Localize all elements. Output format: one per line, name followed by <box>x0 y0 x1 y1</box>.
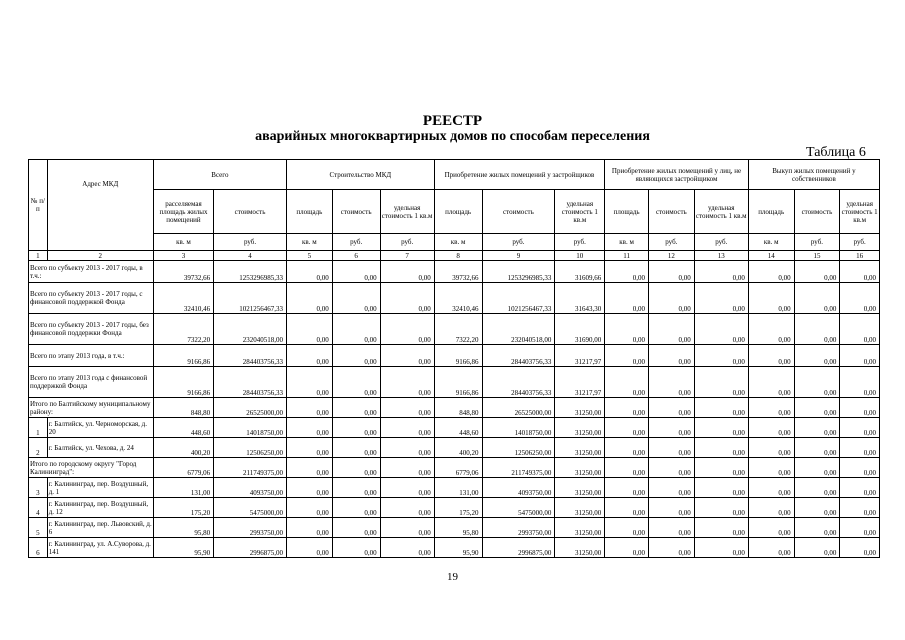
registry-table <box>28 159 880 558</box>
row-value: 0,00 <box>748 458 794 478</box>
row-value: 0,00 <box>605 418 649 438</box>
table-row <box>29 438 880 458</box>
row-number: 4 <box>29 498 48 518</box>
row-value: 0,00 <box>840 345 880 367</box>
row-value: 0,00 <box>380 398 434 418</box>
row-value: 0,00 <box>748 438 794 458</box>
row-value: 175,20 <box>434 498 482 518</box>
row-number: 5 <box>29 518 48 538</box>
row-value: 0,00 <box>794 345 840 367</box>
column-number: 10 <box>555 251 605 261</box>
row-value: 0,00 <box>380 538 434 558</box>
row-address: г. Калининград, пер. Львовский, д. 6 <box>48 519 152 536</box>
row-value: 2993750,00 <box>482 518 555 538</box>
header-address: Адрес МКД <box>47 160 153 251</box>
row-value: 284403756,33 <box>482 345 555 367</box>
row-value: 31217,97 <box>555 367 605 398</box>
header-num: № п/п <box>29 160 48 251</box>
row-value: 0,00 <box>694 261 748 283</box>
row-value: 0,00 <box>694 367 748 398</box>
row-value: 0,00 <box>794 478 840 498</box>
row-value: 0,00 <box>286 261 332 283</box>
row-value: 31643,30 <box>555 283 605 314</box>
column-number: 2 <box>47 251 153 261</box>
row-value: 9166,86 <box>434 345 482 367</box>
row-value: 848,80 <box>153 398 213 418</box>
row-value: 39732,66 <box>153 261 213 283</box>
row-value: 31217,97 <box>555 345 605 367</box>
row-value: 0,00 <box>380 314 434 345</box>
row-value: 0,00 <box>648 398 694 418</box>
row-number: 3 <box>29 478 48 498</box>
row-value: 0,00 <box>694 438 748 458</box>
row-value: 9166,86 <box>153 367 213 398</box>
row-value: 31250,00 <box>555 438 605 458</box>
row-value: 31609,66 <box>555 261 605 283</box>
row-address: Всего по субъекту 2013 - 2017 годы, в т.ч.: <box>29 261 154 283</box>
row-value: 31250,00 <box>555 538 605 558</box>
document-subtitle: аварийных многоквартирных домов по способам переселения <box>255 129 650 144</box>
row-value: 31250,00 <box>555 418 605 438</box>
row-value: 0,00 <box>748 314 794 345</box>
row-value: 848,80 <box>434 398 482 418</box>
row-address: Всего по этапу 2013 года с финансовой поддержкой Фонда <box>29 367 154 398</box>
column-number: 13 <box>694 251 748 261</box>
row-value: 2996875,00 <box>214 538 287 558</box>
row-value: 0,00 <box>648 438 694 458</box>
row-address: Всего по этапу 2013 года, в т.ч.: <box>29 345 154 367</box>
row-value: 1021256467,33 <box>482 283 555 314</box>
document-title: РЕЕСТР <box>422 113 483 129</box>
row-value: 211749375,00 <box>482 458 555 478</box>
row-value: 0,00 <box>840 538 880 558</box>
row-value: 0,00 <box>332 261 380 283</box>
row-value: 31250,00 <box>555 478 605 498</box>
row-value: 0,00 <box>286 498 332 518</box>
row-value: 0,00 <box>648 314 694 345</box>
row-value: 0,00 <box>380 478 434 498</box>
row-value: 0,00 <box>286 314 332 345</box>
row-value: 0,00 <box>648 498 694 518</box>
header-group-construction: Строительство МКД <box>286 160 434 190</box>
row-value: 0,00 <box>794 438 840 458</box>
row-value: 6779,06 <box>434 458 482 478</box>
row-value: 0,00 <box>332 283 380 314</box>
row-value: 0,00 <box>332 538 380 558</box>
column-number: 12 <box>648 251 694 261</box>
row-value: 0,00 <box>605 367 649 398</box>
row-value: 0,00 <box>748 345 794 367</box>
row-value: 175,20 <box>153 498 213 518</box>
row-value: 0,00 <box>648 458 694 478</box>
header-subcol: удельная стоимость 1 кв.м <box>694 190 748 234</box>
row-value: 95,90 <box>434 538 482 558</box>
row-value: 0,00 <box>694 458 748 478</box>
row-value: 0,00 <box>286 418 332 438</box>
row-value: 14018750,00 <box>214 418 287 438</box>
table-row <box>29 418 880 438</box>
row-value: 0,00 <box>794 314 840 345</box>
row-value: 0,00 <box>794 398 840 418</box>
row-value: 0,00 <box>332 498 380 518</box>
row-value: 0,00 <box>605 498 649 518</box>
column-number: 16 <box>840 251 880 261</box>
row-value: 0,00 <box>840 498 880 518</box>
column-number: 8 <box>434 251 482 261</box>
row-value: 0,00 <box>332 478 380 498</box>
row-value: 0,00 <box>332 458 380 478</box>
row-value: 284403756,33 <box>214 367 287 398</box>
row-value: 0,00 <box>286 438 332 458</box>
row-value: 95,80 <box>434 518 482 538</box>
row-value: 2996875,00 <box>482 538 555 558</box>
header-subcol: стоимость <box>482 190 555 234</box>
row-value: 5475000,00 <box>482 498 555 518</box>
row-value: 0,00 <box>286 478 332 498</box>
row-value: 0,00 <box>380 458 434 478</box>
row-value: 31250,00 <box>555 518 605 538</box>
header-group-developers: Приобретение жилых помещений у застройщиков <box>434 160 605 190</box>
row-value: 9166,86 <box>434 367 482 398</box>
row-value: 448,60 <box>434 418 482 438</box>
row-value: 0,00 <box>380 345 434 367</box>
row-value: 31250,00 <box>555 398 605 418</box>
row-value: 0,00 <box>694 418 748 438</box>
row-value: 26525000,00 <box>482 398 555 418</box>
row-address: Итого по Балтийскому муниципальному району: <box>29 398 154 418</box>
row-value: 0,00 <box>840 418 880 438</box>
row-value: 0,00 <box>605 458 649 478</box>
table-row <box>29 261 880 283</box>
header-unit: руб. <box>332 234 380 251</box>
row-value: 0,00 <box>648 418 694 438</box>
row-value: 0,00 <box>380 438 434 458</box>
row-value: 0,00 <box>794 498 840 518</box>
row-value: 0,00 <box>748 418 794 438</box>
row-value: 0,00 <box>332 438 380 458</box>
row-value: 5475000,00 <box>214 498 287 518</box>
header-subcol: удельная стоимость 1 кв.м <box>380 190 434 234</box>
row-value: 400,20 <box>434 438 482 458</box>
row-value: 0,00 <box>380 283 434 314</box>
row-value: 131,00 <box>434 478 482 498</box>
row-value: 0,00 <box>605 478 649 498</box>
row-address: Всего по субъекту 2013 - 2017 годы, без финансовой поддержки Фонда <box>29 314 154 345</box>
row-value: 0,00 <box>605 398 649 418</box>
table-row <box>29 283 880 314</box>
header-subcol: стоимость <box>332 190 380 234</box>
row-value: 0,00 <box>748 538 794 558</box>
row-value: 0,00 <box>648 518 694 538</box>
row-value: 0,00 <box>794 418 840 438</box>
row-value: 0,00 <box>605 345 649 367</box>
header-subcol: площадь <box>748 190 794 234</box>
row-value: 31250,00 <box>555 458 605 478</box>
row-value: 0,00 <box>794 283 840 314</box>
header-unit: руб. <box>380 234 434 251</box>
row-value: 0,00 <box>380 367 434 398</box>
header-subcol: стоимость <box>794 190 840 234</box>
row-value: 211749375,00 <box>214 458 287 478</box>
row-value: 0,00 <box>840 458 880 478</box>
row-value: 14018750,00 <box>482 418 555 438</box>
row-value: 0,00 <box>332 345 380 367</box>
row-value: 0,00 <box>694 498 748 518</box>
header-unit: кв. м <box>286 234 332 251</box>
row-value: 95,80 <box>153 518 213 538</box>
header-unit: руб. <box>840 234 880 251</box>
row-value: 0,00 <box>694 538 748 558</box>
header-unit: руб. <box>794 234 840 251</box>
row-value: 6779,06 <box>153 458 213 478</box>
header-group-non-developers: Приобретение жилых помещений у лиц, не являющихся застройщиком <box>605 160 749 190</box>
row-value: 0,00 <box>648 283 694 314</box>
row-value: 0,00 <box>332 367 380 398</box>
column-number: 7 <box>380 251 434 261</box>
table-row <box>29 314 880 345</box>
row-value: 0,00 <box>286 283 332 314</box>
column-number: 11 <box>605 251 649 261</box>
row-value: 0,00 <box>648 345 694 367</box>
row-value: 0,00 <box>794 367 840 398</box>
row-value: 1021256467,33 <box>214 283 287 314</box>
header-unit: руб. <box>482 234 555 251</box>
row-number: 6 <box>29 538 48 558</box>
row-value: 0,00 <box>380 518 434 538</box>
row-value: 7322,20 <box>153 314 213 345</box>
row-number: 1 <box>29 418 48 438</box>
row-value: 0,00 <box>840 283 880 314</box>
row-value: 0,00 <box>648 538 694 558</box>
table-row <box>29 398 880 418</box>
header-unit: руб. <box>214 234 287 251</box>
row-number: 2 <box>29 438 48 458</box>
row-address: г. Балтийск, ул. Чехова, д. 24 <box>47 438 153 458</box>
row-value: 0,00 <box>332 398 380 418</box>
row-value: 39732,66 <box>434 261 482 283</box>
row-value: 284403756,33 <box>214 345 287 367</box>
row-value: 0,00 <box>840 261 880 283</box>
table-row <box>29 458 880 478</box>
row-value: 0,00 <box>605 438 649 458</box>
column-number: 9 <box>482 251 555 261</box>
table-row <box>29 538 880 558</box>
row-value: 0,00 <box>286 538 332 558</box>
header-unit: руб. <box>555 234 605 251</box>
header-subcol: площадь <box>434 190 482 234</box>
header-group-buyout: Выкуп жилых помещений у собственников <box>748 160 879 190</box>
row-value: 0,00 <box>648 261 694 283</box>
header-subcol: площадь <box>605 190 649 234</box>
header-vsego-cost: стоимость <box>214 190 287 234</box>
row-value: 232040518,00 <box>214 314 287 345</box>
row-value: 9166,86 <box>153 345 213 367</box>
row-value: 0,00 <box>286 518 332 538</box>
row-value: 0,00 <box>332 518 380 538</box>
column-number: 14 <box>748 251 794 261</box>
header-unit: руб. <box>694 234 748 251</box>
row-address: г. Калининград, ул. А.Суворова, д. 141 <box>47 538 153 558</box>
row-value: 95,90 <box>153 538 213 558</box>
column-number: 15 <box>794 251 840 261</box>
row-value: 0,00 <box>605 283 649 314</box>
row-value: 0,00 <box>694 478 748 498</box>
header-unit: кв. м <box>434 234 482 251</box>
column-number: 5 <box>286 251 332 261</box>
row-value: 131,00 <box>153 478 213 498</box>
row-value: 0,00 <box>605 518 649 538</box>
row-value: 32410,46 <box>434 283 482 314</box>
table-row <box>29 478 880 498</box>
row-value: 0,00 <box>748 518 794 538</box>
row-value: 0,00 <box>794 518 840 538</box>
header-group-vsego: Всего <box>153 160 286 190</box>
row-value: 0,00 <box>748 283 794 314</box>
column-number: 4 <box>214 251 287 261</box>
header-subcol: стоимость <box>648 190 694 234</box>
row-value: 0,00 <box>605 261 649 283</box>
row-value: 0,00 <box>380 418 434 438</box>
row-value: 32410,46 <box>153 283 213 314</box>
row-value: 2993750,00 <box>214 518 287 538</box>
header-unit: кв. м <box>748 234 794 251</box>
header-unit: кв. м <box>153 234 213 251</box>
row-value: 0,00 <box>794 458 840 478</box>
row-value: 0,00 <box>840 438 880 458</box>
row-value: 400,20 <box>153 438 213 458</box>
row-value: 0,00 <box>380 498 434 518</box>
header-vsego-area: расселяемая площадь жилых помещений <box>153 190 213 234</box>
table-row <box>29 345 880 367</box>
column-number: 6 <box>332 251 380 261</box>
row-value: 0,00 <box>286 345 332 367</box>
row-value: 0,00 <box>380 261 434 283</box>
row-value: 0,00 <box>605 314 649 345</box>
row-value: 31690,00 <box>555 314 605 345</box>
row-value: 0,00 <box>794 261 840 283</box>
row-value: 0,00 <box>694 518 748 538</box>
row-value: 0,00 <box>748 498 794 518</box>
table-row <box>29 518 880 538</box>
row-value: 0,00 <box>748 398 794 418</box>
row-value: 0,00 <box>648 478 694 498</box>
page-number: 19 <box>447 571 458 583</box>
row-value: 0,00 <box>694 345 748 367</box>
row-address: г. Калининград, пер. Воздушный, д. 12 <box>47 498 153 518</box>
row-address: г. Калининград, пер. Воздушный, д. 1 <box>47 478 153 498</box>
row-value: 0,00 <box>748 261 794 283</box>
row-value: 232040518,00 <box>482 314 555 345</box>
row-value: 12506250,00 <box>482 438 555 458</box>
row-value: 1253296985,33 <box>482 261 555 283</box>
row-value: 1253296985,33 <box>214 261 287 283</box>
table-number: Таблица 6 <box>806 145 866 160</box>
row-value: 0,00 <box>286 458 332 478</box>
table-row <box>29 498 880 518</box>
row-value: 0,00 <box>840 367 880 398</box>
row-value: 0,00 <box>748 478 794 498</box>
row-value: 284403756,33 <box>482 367 555 398</box>
row-value: 0,00 <box>840 314 880 345</box>
column-number: 1 <box>29 251 48 261</box>
row-value: 4093750,00 <box>214 478 287 498</box>
row-address: Всего по субъекту 2013 - 2017 годы, с финансовой поддержкой Фонда <box>29 283 154 314</box>
header-unit: руб. <box>648 234 694 251</box>
row-address: г. Балтийск, ул. Черноморская, д. 20 <box>47 418 153 438</box>
column-number: 3 <box>153 251 213 261</box>
row-value: 7322,20 <box>434 314 482 345</box>
row-value: 0,00 <box>840 478 880 498</box>
row-value: 0,00 <box>286 398 332 418</box>
row-value: 448,60 <box>153 418 213 438</box>
row-value: 0,00 <box>794 538 840 558</box>
row-value: 0,00 <box>332 418 380 438</box>
row-value: 0,00 <box>694 283 748 314</box>
header-subcol: площадь <box>286 190 332 234</box>
row-value: 0,00 <box>694 398 748 418</box>
header-unit: кв. м <box>605 234 649 251</box>
row-value: 0,00 <box>286 367 332 398</box>
row-value: 0,00 <box>332 314 380 345</box>
row-value: 4093750,00 <box>482 478 555 498</box>
row-value: 0,00 <box>605 538 649 558</box>
header-subcol: удельная стоимость 1 кв.м <box>555 190 605 234</box>
row-value: 0,00 <box>840 518 880 538</box>
row-value: 31250,00 <box>555 498 605 518</box>
row-value: 26525000,00 <box>214 398 287 418</box>
row-value: 0,00 <box>748 367 794 398</box>
table-row <box>29 367 880 398</box>
row-value: 0,00 <box>694 314 748 345</box>
row-value: 0,00 <box>840 398 880 418</box>
row-address: Итого по городскому округу "Город Калининград": <box>29 458 154 478</box>
row-value: 0,00 <box>648 367 694 398</box>
row-value: 12506250,00 <box>214 438 287 458</box>
header-subcol: удельная стоимость 1 кв.м <box>840 190 880 234</box>
